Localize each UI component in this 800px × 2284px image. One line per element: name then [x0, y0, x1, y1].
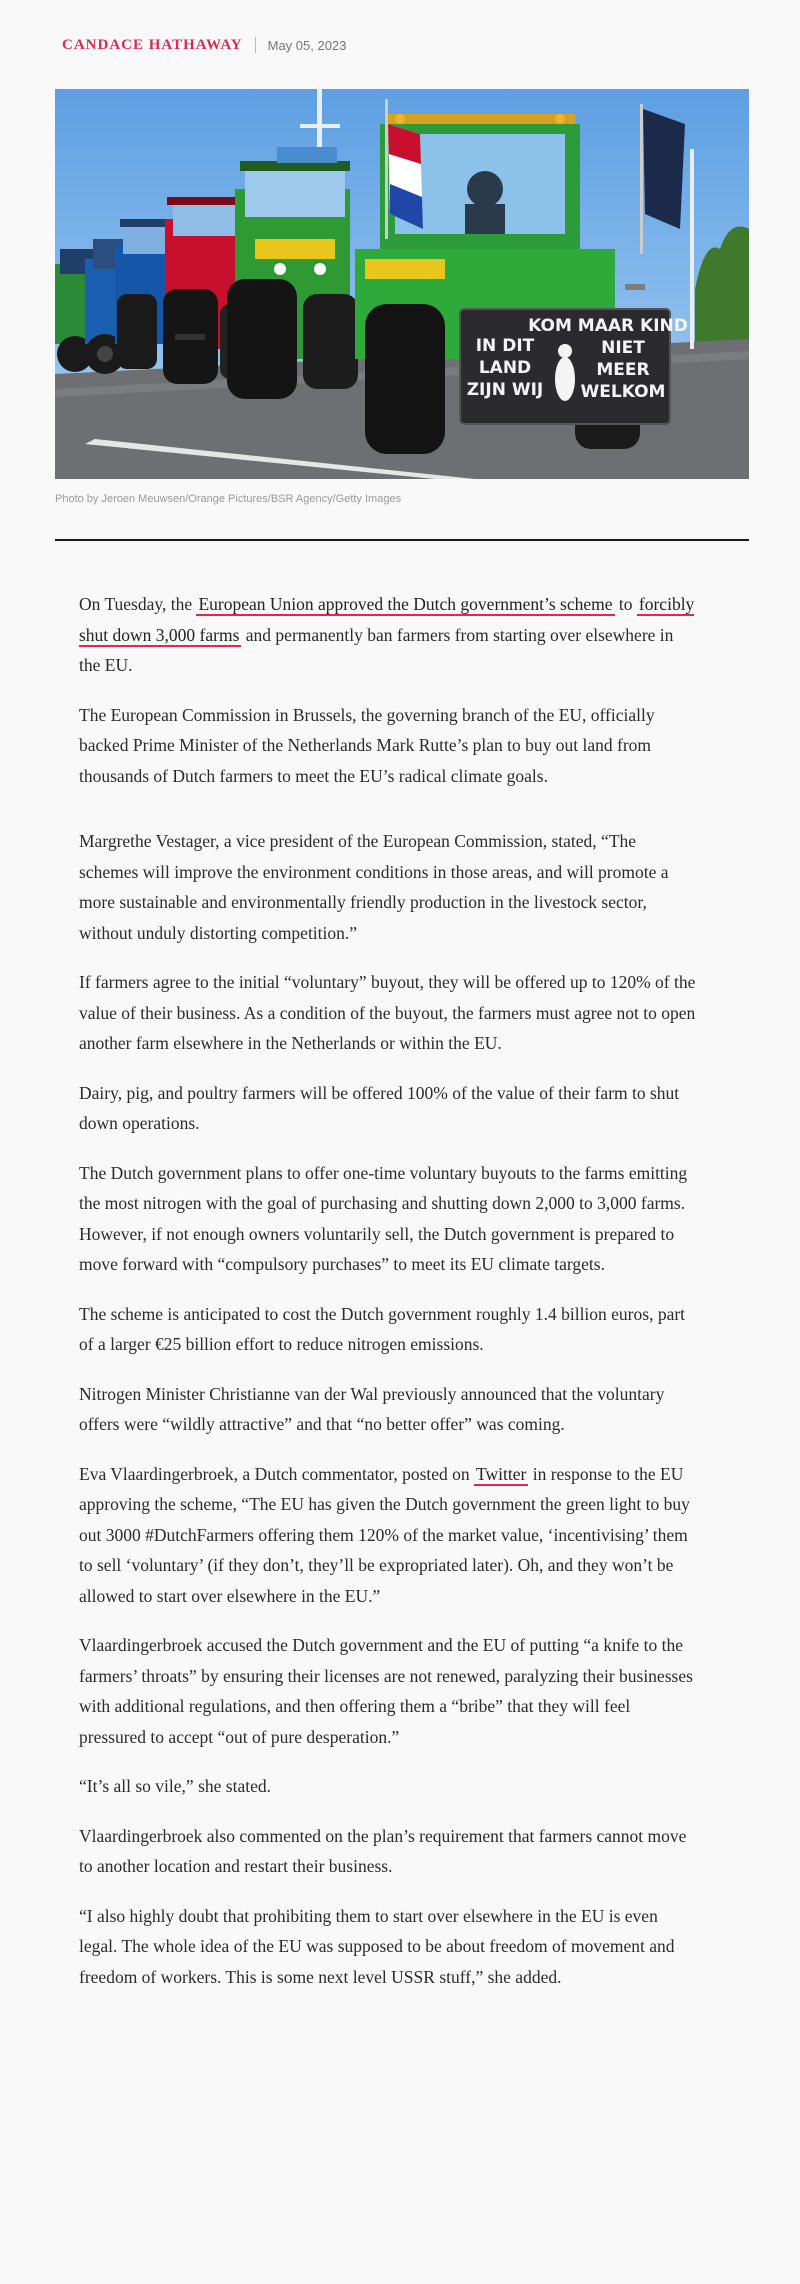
- paragraph: [79, 1459, 699, 1612]
- author-link[interactable]: CANDACE HATHAWAY: [62, 36, 243, 53]
- farms-shutdown-link[interactable]: forcibly shut down 3,000 farms: [79, 594, 695, 645]
- section-divider: [55, 539, 749, 541]
- sign-right-line-2: NIET: [601, 338, 645, 358]
- paragraph-text: On Tuesday, the: [79, 594, 193, 614]
- paragraph: If farmers agree to the initial “voluntary” buyout, they will be offered up to 120% of the value of their business. As a condition of the buyout, the farmers must agree not to open another farm elsewhere in the Netherlands or within the EU.: [79, 972, 696, 1053]
- paragraph: Margrethe Vestager, a vice president of the European Commission, stated, “The schemes will improve the environment conditions in those areas, and will promote a more sustainable and environmentally friendly production in the livestock sector, without unduly distorting competition.”: [79, 831, 669, 943]
- byline: [62, 35, 346, 55]
- paragraph: Nitrogen Minister Christianne van der Wal previously announced that the voluntary offers were “wildly attractive” and that “no better offer” was coming.: [79, 1383, 665, 1434]
- paragraph: The scheme is anticipated to cost the Dutch government roughly 1.4 billion euros, part of a larger €25 billion effort to reduce nitrogen emissions.: [79, 1303, 686, 1354]
- paragraph: “It’s all so vile,” she stated.: [79, 1776, 271, 1796]
- sign-left-line-3: ZIJN WIJ: [466, 380, 544, 400]
- twitter-link[interactable]: Twitter: [476, 1463, 527, 1484]
- publish-date: May 05, 2023: [267, 37, 347, 53]
- photo-credit: Photo by Jeroen Meuwsen/Orange Pictures/BSR Agency/Getty Images: [55, 493, 402, 505]
- tractor-convoy-illustration: [55, 89, 749, 479]
- paragraph: The European Commission in Brussels, the governing branch of the EU, officially backed Prime Minister of the Netherlands Mark Rutte’s plan to buy out land from thousands of Dutch farmers to meet the EU’s radical climate goals.: [79, 704, 655, 786]
- sign-left-line-1: IN DIT: [475, 336, 535, 356]
- sign-right-line-1: KOM MAAR KIND: [528, 316, 688, 336]
- sign-left-line-2: LAND: [478, 358, 532, 378]
- paragraph-text: Eva Vlaardingerbroek, a Dutch commentator, posted on: [79, 1463, 470, 1484]
- paragraph: [79, 589, 699, 681]
- paragraph: Vlaardingerbroek accused the Dutch government and the EU of putting “a knife to the farmers’ throats” by ensuring their licenses are not renewed, paralyzing their businesses with additional regulations, and then offering them a “bribe” that they will feel pressured to accept “out of pure desperation.”: [79, 1635, 693, 1747]
- paragraph: “I also highly doubt that prohibiting them to start over elsewhere in the EU is even legal. The whole idea of the EU was supposed to be about freedom of movement and freedom of workers. This is some next level USSR stuff,” she added.: [79, 1905, 675, 1987]
- paragraph-text: in response to the EU approving the scheme, “The EU has given the Dutch government the green light to buy out 3000 #DutchFarmers offering them 120% of the market value, ‘incentivising’ them to sell ‘voluntary’ (if they don’t, they’ll be expropriated later). Oh, and they won’t be allowed to start over elsewhere in the EU.”: [79, 1463, 690, 1606]
- sign-right-line-3: MEER: [596, 360, 650, 380]
- eu-approval-link[interactable]: European Union approved the Dutch government’s scheme: [198, 594, 613, 614]
- paragraph: Vlaardingerbroek also commented on the plan’s requirement that farmers cannot move to another location and restart their business.: [79, 1825, 687, 1876]
- paragraph-text: and permanently ban farmers from starting over elsewhere in the EU.: [79, 624, 674, 675]
- hero-image: [55, 89, 749, 479]
- paragraph: The Dutch government plans to offer one-time voluntary buyouts to the farms emitting the most nitrogen with the goal of purchasing and shutting down 2,000 to 3,000 farms. However, if not enough owners voluntarily sell, the Dutch government is prepared to move forward with “compulsory purchases” to meet its EU climate targets.: [79, 1162, 688, 1274]
- paragraph: Dairy, pig, and poultry farmers will be offered 100% of the value of their farm to shut down operations.: [79, 1082, 680, 1133]
- byline-divider: [255, 37, 256, 53]
- sign-right-line-4: WELKOM: [580, 382, 666, 402]
- article-body: [79, 589, 699, 1992]
- paragraph-text: to: [618, 594, 633, 614]
